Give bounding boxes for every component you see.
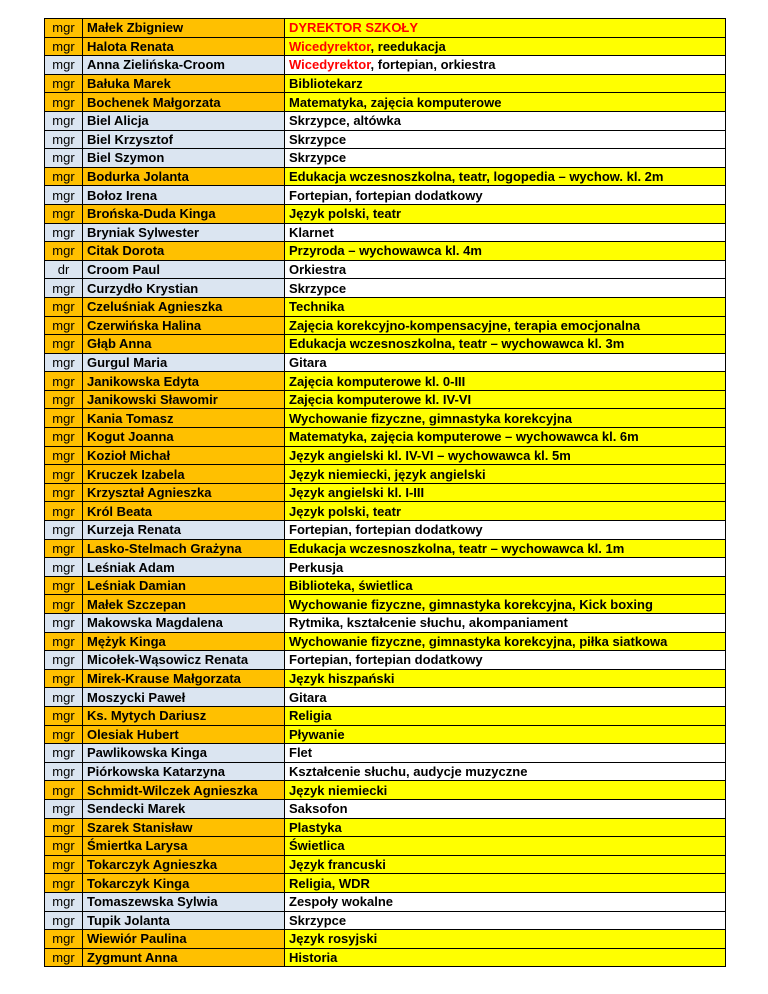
role-highlight: Wicedyrektor [289, 38, 371, 54]
name-cell: Leśniak Damian [83, 576, 285, 595]
name-cell: Janikowska Edyta [83, 372, 285, 391]
name-cell: Tokarczyk Agnieszka [83, 855, 285, 874]
name-cell: Mirek-Krause Małgorzata [83, 669, 285, 688]
subject-cell: Język polski, teatr [285, 204, 726, 223]
table-row [45, 167, 726, 186]
name-cell: Kozioł Michał [83, 446, 285, 465]
staff-list [44, 18, 726, 967]
table-row [45, 446, 726, 465]
name-cell: Biel Alicja [83, 111, 285, 130]
subject-cell: Język niemiecki, język angielski [285, 465, 726, 484]
title-cell: mgr [45, 167, 83, 186]
name-cell: Makowska Magdalena [83, 614, 285, 633]
title-cell: mgr [45, 130, 83, 149]
table-row [45, 595, 726, 614]
title-cell: mgr [45, 372, 83, 391]
table-row [45, 762, 726, 781]
subject-cell: Matematyka, zajęcia komputerowe – wychowawca kl. 6m [285, 428, 726, 447]
name-cell: Biel Krzysztof [83, 130, 285, 149]
table-row [45, 56, 726, 75]
table-row [45, 855, 726, 874]
name-cell: Leśniak Adam [83, 558, 285, 577]
table-row [45, 725, 726, 744]
subject-cell: Przyroda – wychowawca kl. 4m [285, 242, 726, 261]
table-row [45, 223, 726, 242]
name-cell: Czeluśniak Agnieszka [83, 297, 285, 316]
subject-cell: Gitara [285, 688, 726, 707]
title-cell: mgr [45, 521, 83, 540]
name-cell: Szarek Stanisław [83, 818, 285, 837]
subject-cell: Perkusja [285, 558, 726, 577]
title-cell: mgr [45, 948, 83, 967]
name-cell: Kogut Joanna [83, 428, 285, 447]
name-cell: Małek Zbigniew [83, 19, 285, 38]
name-cell: Kruczek Izabela [83, 465, 285, 484]
name-cell: Tomaszewska Sylwia [83, 892, 285, 911]
title-cell: mgr [45, 892, 83, 911]
table-row [45, 409, 726, 428]
subject-cell: Saksofon [285, 799, 726, 818]
title-cell: mgr [45, 223, 83, 242]
subject-cell: Skrzypce [285, 149, 726, 168]
subject-cell: Język rosyjski [285, 930, 726, 949]
subject-cell: Skrzypce [285, 130, 726, 149]
title-cell: mgr [45, 390, 83, 409]
title-cell: mgr [45, 316, 83, 335]
table-row [45, 818, 726, 837]
table-row [45, 93, 726, 112]
title-cell: mgr [45, 706, 83, 725]
title-cell: mgr [45, 688, 83, 707]
table-row [45, 297, 726, 316]
name-cell: Bochenek Małgorzata [83, 93, 285, 112]
subject-cell: Język polski, teatr [285, 502, 726, 521]
table-row [45, 37, 726, 56]
subject-cell: Język francuski [285, 855, 726, 874]
name-cell: Ks. Mytych Dariusz [83, 706, 285, 725]
title-cell: mgr [45, 539, 83, 558]
title-cell: mgr [45, 37, 83, 56]
title-cell: mgr [45, 762, 83, 781]
subject-cell: Fortepian, fortepian dodatkowy [285, 651, 726, 670]
name-cell: Głąb Anna [83, 335, 285, 354]
title-cell: mgr [45, 595, 83, 614]
name-cell: Halota Renata [83, 37, 285, 56]
title-cell: mgr [45, 799, 83, 818]
subject-cell: DYREKTOR SZKOŁY [285, 19, 726, 38]
subject-cell: Edukacja wczesnoszkolna, teatr, logopedia – wychow. kl. 2m [285, 167, 726, 186]
title-cell: mgr [45, 297, 83, 316]
subject-cell: Rytmika, kształcenie słuchu, akompaniament [285, 614, 726, 633]
name-cell: Micołek-Wąsowicz Renata [83, 651, 285, 670]
subject-cell: Skrzypce, altówka [285, 111, 726, 130]
subject-cell: Pływanie [285, 725, 726, 744]
subject-cell: Skrzypce [285, 279, 726, 298]
table-row [45, 892, 726, 911]
name-cell: Czerwińska Halina [83, 316, 285, 335]
name-cell: Małek Szczepan [83, 595, 285, 614]
table-row [45, 614, 726, 633]
title-cell: dr [45, 260, 83, 279]
table-row [45, 688, 726, 707]
table-row [45, 521, 726, 540]
subject-cell: Świetlica [285, 837, 726, 856]
table-row [45, 651, 726, 670]
name-cell: Krzyształ Agnieszka [83, 483, 285, 502]
subject-cell: Matematyka, zajęcia komputerowe [285, 93, 726, 112]
title-cell: mgr [45, 465, 83, 484]
subject-cell: Język angielski kl. I-III [285, 483, 726, 502]
title-cell: mgr [45, 409, 83, 428]
subject-cell: Bibliotekarz [285, 74, 726, 93]
table-row [45, 837, 726, 856]
table-row [45, 204, 726, 223]
table-row [45, 260, 726, 279]
table-row [45, 632, 726, 651]
table-row [45, 539, 726, 558]
title-cell: mgr [45, 19, 83, 38]
name-cell: Olesiak Hubert [83, 725, 285, 744]
subject-cell: Biblioteka, świetlica [285, 576, 726, 595]
name-cell: Bryniak Sylwester [83, 223, 285, 242]
table-row [45, 428, 726, 447]
subject-cell: Zajęcia komputerowe kl. IV-VI [285, 390, 726, 409]
name-cell: Piórkowska Katarzyna [83, 762, 285, 781]
name-cell: Mężyk Kinga [83, 632, 285, 651]
table-row [45, 186, 726, 205]
name-cell: Brońska-Duda Kinga [83, 204, 285, 223]
title-cell: mgr [45, 204, 83, 223]
subject-cell: Fortepian, fortepian dodatkowy [285, 521, 726, 540]
subject-cell: Gitara [285, 353, 726, 372]
subject-cell: Technika [285, 297, 726, 316]
staff-table-body [45, 19, 726, 967]
table-row [45, 948, 726, 967]
table-row [45, 799, 726, 818]
subject-cell: Fortepian, fortepian dodatkowy [285, 186, 726, 205]
subject-cell: Kształcenie słuchu, audycje muzyczne [285, 762, 726, 781]
title-cell: mgr [45, 335, 83, 354]
name-cell: Curzydło Krystian [83, 279, 285, 298]
title-cell: mgr [45, 56, 83, 75]
title-cell: mgr [45, 874, 83, 893]
name-cell: Janikowski Sławomir [83, 390, 285, 409]
subject-cell: Religia [285, 706, 726, 725]
name-cell: Bodurka Jolanta [83, 167, 285, 186]
subject-cell: Język niemiecki [285, 781, 726, 800]
table-row [45, 706, 726, 725]
subject-cell: Orkiestra [285, 260, 726, 279]
subject-cell: Zajęcia komputerowe kl. 0-III [285, 372, 726, 391]
title-cell: mgr [45, 855, 83, 874]
title-cell: mgr [45, 651, 83, 670]
subject-cell: Skrzypce [285, 911, 726, 930]
subject-cell: Plastyka [285, 818, 726, 837]
subject-cell: Zajęcia korekcyjno-kompensacyjne, terapia emocjonalna [285, 316, 726, 335]
table-row [45, 558, 726, 577]
title-cell: mgr [45, 93, 83, 112]
name-cell: Król Beata [83, 502, 285, 521]
table-row [45, 19, 726, 38]
subject-cell: Język angielski kl. IV-VI – wychowawca kl. 5m [285, 446, 726, 465]
title-cell: mgr [45, 149, 83, 168]
name-cell: Sendecki Marek [83, 799, 285, 818]
table-row [45, 576, 726, 595]
table-row [45, 744, 726, 763]
title-cell: mgr [45, 353, 83, 372]
title-cell: mgr [45, 781, 83, 800]
title-cell: mgr [45, 669, 83, 688]
subject-cell: Edukacja wczesnoszkolna, teatr – wychowawca kl. 1m [285, 539, 726, 558]
table-row [45, 372, 726, 391]
table-row [45, 353, 726, 372]
title-cell: mgr [45, 279, 83, 298]
table-row [45, 483, 726, 502]
name-cell: Kurzeja Renata [83, 521, 285, 540]
title-cell: mgr [45, 818, 83, 837]
name-cell: Biel Szymon [83, 149, 285, 168]
staff-table [44, 18, 726, 967]
table-row [45, 279, 726, 298]
table-row [45, 242, 726, 261]
subject-cell: Edukacja wczesnoszkolna, teatr – wychowawca kl. 3m [285, 335, 726, 354]
title-cell: mgr [45, 576, 83, 595]
name-cell: Bołoz Irena [83, 186, 285, 205]
table-row [45, 149, 726, 168]
table-row [45, 781, 726, 800]
name-cell: Kania Tomasz [83, 409, 285, 428]
title-cell: mgr [45, 744, 83, 763]
name-cell: Pawlikowska Kinga [83, 744, 285, 763]
name-cell: Tokarczyk Kinga [83, 874, 285, 893]
table-row [45, 335, 726, 354]
table-row [45, 111, 726, 130]
table-row [45, 316, 726, 335]
subject-text: , fortepian, orkiestra [370, 57, 496, 73]
table-row [45, 130, 726, 149]
title-cell: mgr [45, 446, 83, 465]
subject-cell: Klarnet [285, 223, 726, 242]
title-cell: mgr [45, 725, 83, 744]
table-row [45, 502, 726, 521]
title-cell: mgr [45, 242, 83, 261]
name-cell: Moszycki Paweł [83, 688, 285, 707]
table-row [45, 74, 726, 93]
title-cell: mgr [45, 632, 83, 651]
table-row [45, 930, 726, 949]
name-cell: Zygmunt Anna [83, 948, 285, 967]
table-row [45, 465, 726, 484]
subject-text: , reedukacja [370, 38, 446, 54]
table-row [45, 669, 726, 688]
title-cell: mgr [45, 558, 83, 577]
name-cell: Wiewiór Paulina [83, 930, 285, 949]
name-cell: Schmidt-Wilczek Agnieszka [83, 781, 285, 800]
name-cell: Bałuka Marek [83, 74, 285, 93]
name-cell: Croom Paul [83, 260, 285, 279]
name-cell: Śmiertka Larysa [83, 837, 285, 856]
table-row [45, 390, 726, 409]
subject-cell: Wychowanie fizyczne, gimnastyka korekcyjna, Kick boxing [285, 595, 726, 614]
subject-cell: Religia, WDR [285, 874, 726, 893]
title-cell: mgr [45, 911, 83, 930]
table-row [45, 874, 726, 893]
title-cell: mgr [45, 614, 83, 633]
title-cell: mgr [45, 74, 83, 93]
name-cell: Anna Zielińska-Croom [83, 56, 285, 75]
name-cell: Lasko-Stelmach Grażyna [83, 539, 285, 558]
subject-cell: Historia [285, 948, 726, 967]
subject-cell [285, 56, 726, 75]
subject-cell [285, 37, 726, 56]
title-cell: mgr [45, 837, 83, 856]
name-cell: Tupik Jolanta [83, 911, 285, 930]
subject-cell: Zespoły wokalne [285, 892, 726, 911]
role-highlight: Wicedyrektor [289, 57, 371, 73]
title-cell: mgr [45, 930, 83, 949]
name-cell: Gurgul Maria [83, 353, 285, 372]
subject-cell: Wychowanie fizyczne, gimnastyka korekcyjna [285, 409, 726, 428]
subject-cell: Flet [285, 744, 726, 763]
table-row [45, 911, 726, 930]
title-cell: mgr [45, 502, 83, 521]
title-cell: mgr [45, 111, 83, 130]
title-cell: mgr [45, 186, 83, 205]
subject-cell: Wychowanie fizyczne, gimnastyka korekcyjna, piłka siatkowa [285, 632, 726, 651]
subject-cell: Język hiszpański [285, 669, 726, 688]
title-cell: mgr [45, 483, 83, 502]
name-cell: Citak Dorota [83, 242, 285, 261]
title-cell: mgr [45, 428, 83, 447]
